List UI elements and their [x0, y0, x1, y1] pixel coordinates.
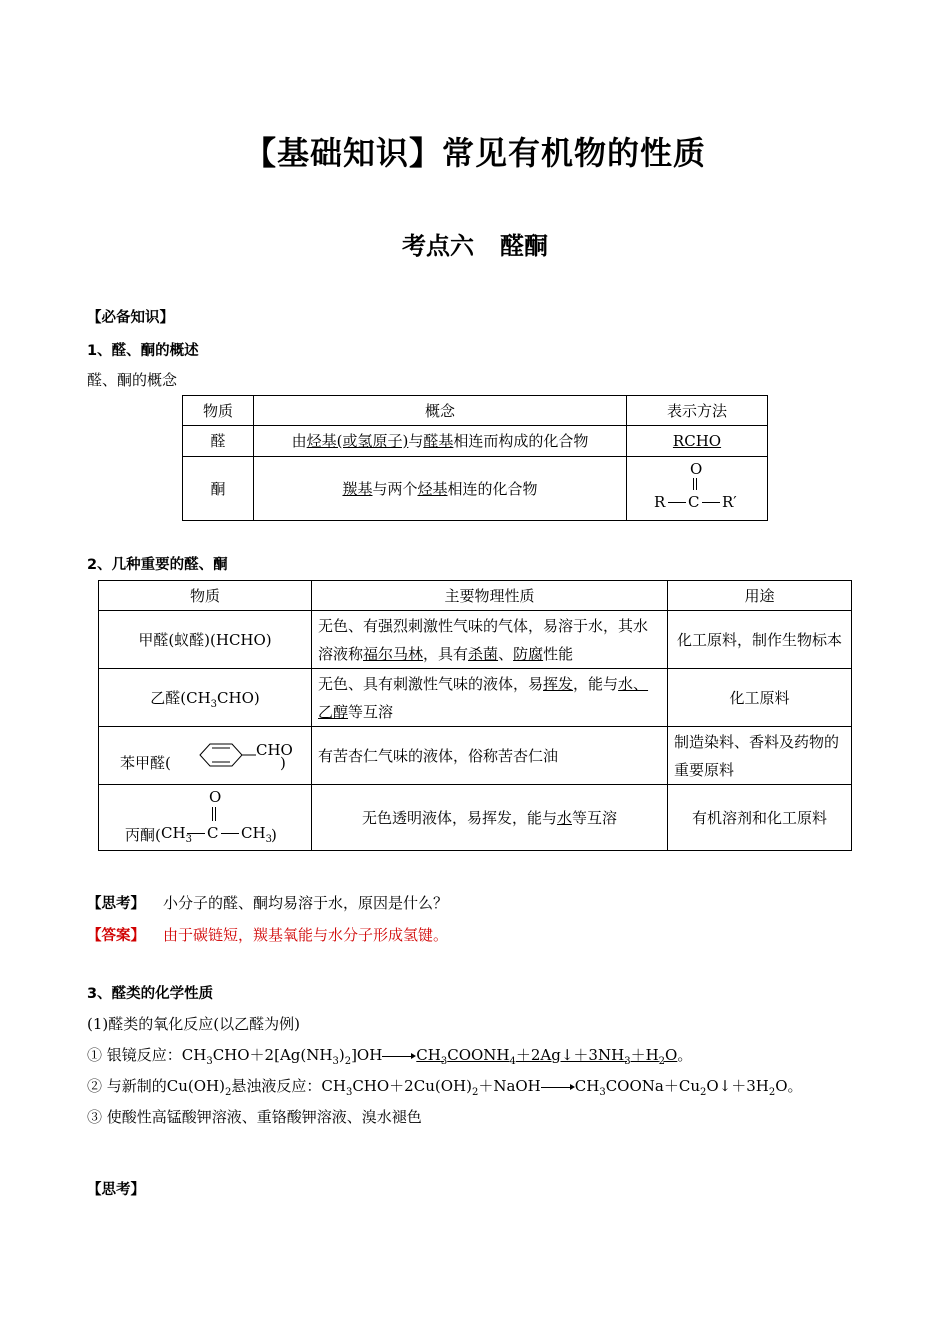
- header-uses: 用途: [668, 581, 852, 611]
- ketone-name: 酮: [183, 457, 254, 521]
- required-knowledge-heading: 【必备知识】: [87, 310, 174, 326]
- aldehyde-ketone-table: [98, 580, 852, 851]
- header-substance: 物质: [183, 396, 254, 426]
- benzaldehyde-properties: 有苦杏仁气味的液体，俗称苦杏仁油: [312, 727, 668, 785]
- section-2-heading: 2、几种重要的醛、酮: [87, 557, 228, 573]
- acetone-name: 丙酮( O $CH_3$ C $CH_3$ ): [99, 785, 312, 851]
- acetone-properties: 无色透明液体，易挥发，能与水等互溶: [312, 785, 668, 851]
- section-3-sub: (1)醛类的氧化反应(以乙醛为例): [87, 1015, 300, 1033]
- think-heading-2: 【思考】: [87, 1182, 145, 1198]
- equation-decolorize: ③ 使酸性高锰酸钾溶液、重铬酸钾溶液、溴水褪色: [87, 1108, 422, 1126]
- aldehyde-name: 醛: [183, 426, 254, 457]
- section-title: [0, 226, 950, 261]
- formaldehyde-name: 甲醛(蚁醛)(HCHO): [99, 611, 312, 669]
- header-substance-2: 物质: [99, 581, 312, 611]
- section-3-heading: 3、醛类的化学性质: [87, 986, 214, 1002]
- equation-silver-mirror: ① 银镜反应：$CH_3CHO+2[Ag(NH_3)_2]OH$ $CH_3COONH_4+2Ag↓+3NH_3+H_2O$。: [87, 1046, 693, 1067]
- formaldehyde-properties: 无色、有强烈刺激性气味的气体，易溶于水，其水溶液称福尔马林，具有杀菌、防腐性能: [312, 611, 668, 669]
- think-question: 【思考】 小分子的醛、酮均易溶于水，原因是什么？: [87, 894, 449, 912]
- benzaldehyde-name: 苯甲醛( CHO ): [99, 727, 312, 785]
- section-1-intro: 醛、酮的概念: [87, 371, 178, 389]
- acetaldehyde-properties: 无色、具有刺激性气味的液体，易挥发，能与水、乙醇等互溶: [312, 669, 668, 727]
- formaldehyde-uses: 化工原料，制作生物标本: [668, 611, 852, 669]
- page-title: 【基础知识】常见有机物的性质: [243, 134, 706, 172]
- acetaldehyde-uses: 化工原料: [668, 669, 852, 727]
- benzene-ring-icon: [196, 740, 256, 770]
- header-concept: 概念: [254, 396, 627, 426]
- acetone-uses: 有机溶剂和化工原料: [668, 785, 852, 851]
- aldehyde-formula: RCHO: [627, 426, 768, 457]
- answer: 【答案】 由于碳链短，羰基氧能与水分子形成氢键。: [87, 926, 449, 944]
- concept-table: [182, 395, 768, 521]
- section-1-heading: 1、醛、酮的概述: [87, 343, 199, 359]
- ketone-concept: 羰基与两个烃基相连的化合物: [254, 457, 627, 521]
- acetaldehyde-name: 乙醛$(CH_3CHO)$: [99, 669, 312, 727]
- header-properties: 主要物理性质: [312, 581, 668, 611]
- subtitle-point: 考点六: [402, 232, 474, 260]
- benzaldehyde-uses: 制造染料、香料及药物的重要原料: [668, 727, 852, 785]
- equation-copper-hydroxide: ② 与新制的$Cu(OH)_2$悬浊液反应：$CH_3CHO+2Cu(OH)_2+NaOH$ $CH_3COONa+Cu_2O↓+3H_2O$。: [87, 1077, 803, 1098]
- reaction-arrow-icon: [541, 1082, 575, 1092]
- aldehyde-concept: 由烃基(或氢原子)与醛基相连而构成的化合物: [254, 426, 627, 457]
- ketone-structure: O R C R′: [627, 457, 768, 521]
- reaction-arrow-icon: [382, 1051, 416, 1061]
- header-notation: 表示方法: [627, 396, 768, 426]
- subtitle-topic: 醛酮: [500, 232, 548, 260]
